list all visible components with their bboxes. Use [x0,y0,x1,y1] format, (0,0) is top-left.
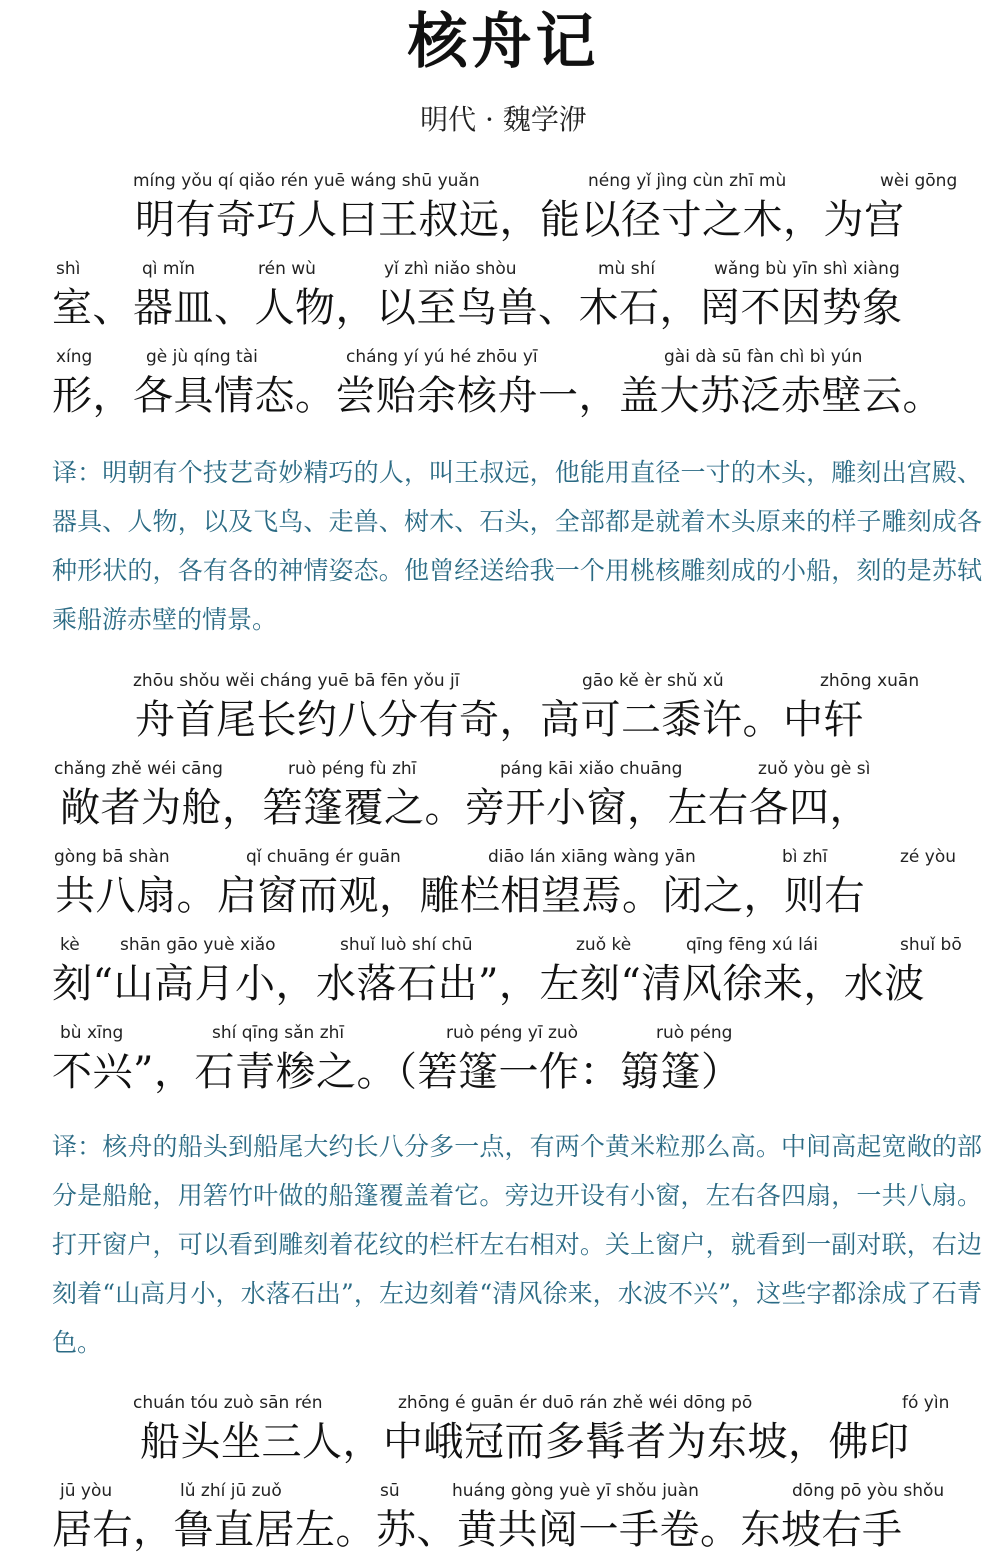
hanzi-row: 敞者为舱，箬篷覆之。旁开小窗，左右各四， [60,785,870,831]
pinyin-row: gòng bā shàn qǐ chuāng ér guān diāo lán xiāng wàng yān bì zhī zé yòu [54,847,957,867]
pinyin-row: shì qì mǐn rén wù yǐ zhì niǎo shòu mù shí wǎng bù yīn shì xiàng [56,259,900,279]
hanzi-row: 共八扇。启窗而观，雕栏相望焉。闭之，则右 [55,873,865,919]
poem-author: 明代 · 魏学洢 [420,103,587,136]
hanzi-row: 居右，鲁直居左。苏、黄共阅一手卷。东坡右手 [52,1507,903,1553]
text-line [0,1478,1007,1566]
pinyin-row: míng yǒu qí qiǎo rén yuē wáng shū yuǎn néng yǐ jìng cùn zhī mù wèi gōng [133,171,958,191]
original-text-section-1 [0,168,1007,432]
text-line [0,1390,1007,1478]
text-line [0,168,1007,256]
text-line [0,344,1007,432]
text-line [0,932,1007,1020]
pinyin-row: bù xīng shí qīng sǎn zhī ruò péng yī zuò ruò péng [60,1023,733,1043]
original-text-section-3 [0,1390,1007,1566]
pinyin-row: chǎng zhě wéi cāng ruò péng fù zhī páng kāi xiǎo chuāng zuǒ yòu gè sì [54,759,871,779]
pinyin-row: kè shān gāo yuè xiǎo shuǐ luò shí chū zuǒ kè qīng fēng xú lái shuǐ bō [60,935,962,955]
text-line [0,1020,1007,1108]
pinyin-row: xíng gè jù qíng tài cháng yí yú hé zhōu yī gài dà sū fàn chì bì yún [56,347,863,367]
hanzi-row: 形，各具情态。尝贻余核舟一，盖大苏泛赤壁云。 [52,373,943,419]
hanzi-row: 船头坐三人，中峨冠而多髯者为东坡，佛印 [140,1419,910,1465]
translation-1: 译：明朝有个技艺奇妙精巧的人，叫王叔远，他能用直径一寸的木头，雕刻出宫殿、器具、人物，以及飞鸟、走兽、树木、石头，全部都是就着木头原来的样子雕刻成各种形状的，各有各的神情姿态。他曾经送给我一个用桃核雕刻成的小船，刻的是苏轼乘船游赤壁的情景。 [52,458,982,634]
hanzi-row: 明有奇巧人曰王叔远，能以径寸之木，为宫 [135,197,905,243]
hanzi-row: 室、器皿、人物，以至鸟兽、木石，罔不因势象 [52,285,903,331]
poem-title: 核舟记 [407,7,600,77]
pinyin-row: jū yòu lǔ zhí jū zuǒ sū huáng gòng yuè yī shǒu juàn dōng pō yòu shǒu [60,1481,945,1501]
hanzi-row: 刻“山高月小，水落石出”，左刻“清风徐来，水波 [52,961,925,1007]
hanzi-row: 舟首尾长约八分有奇，高可二黍许。中轩 [135,697,864,743]
original-text-section-2 [0,668,1007,1108]
pinyin-row: zhōu shǒu wěi cháng yuē bā fēn yǒu jī gāo kě èr shǔ xǔ zhōng xuān [133,671,920,691]
text-line [0,668,1007,756]
text-line [0,844,1007,932]
hanzi-row: 不兴”，石青糁之。（箬篷一作：篛篷） [52,1049,742,1095]
pinyin-row: chuán tóu zuò sān rén zhōng é guān ér duō rán zhě wéi dōng pō fó yìn [133,1393,950,1413]
translation-2: 译：核舟的船头到船尾大约长八分多一点，有两个黄米粒那么高。中间高起宽敞的部分是船舱，用箬竹叶做的船篷覆盖着它。旁边开设有小窗，左右各四扇，一共八扇。打开窗户，可以看到雕刻着花纹的栏杆左右相对。关上窗户，就看到一副对联，右边刻着“山高月小，水落石出”，左边刻着“清风徐来，水波不兴”，这些字都涂成了石青色。 [52,1132,982,1357]
text-line [0,256,1007,344]
text-line [0,756,1007,844]
